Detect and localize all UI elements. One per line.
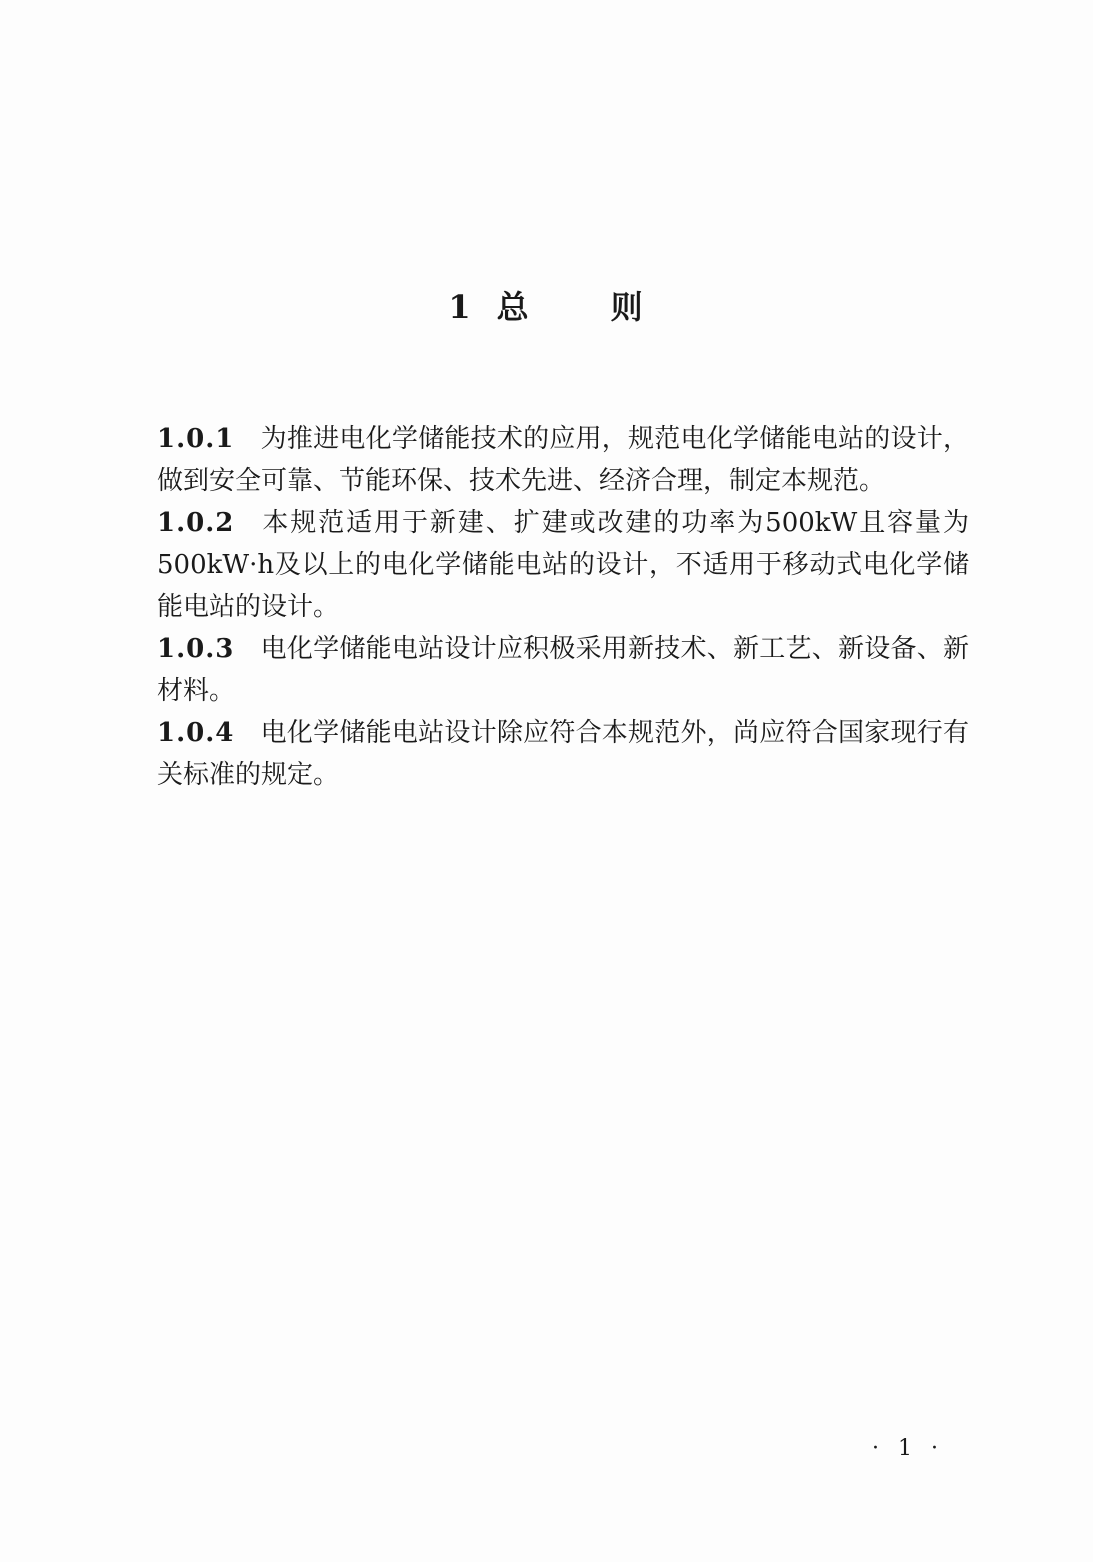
chapter-title-part2: 则 [610,288,645,326]
chapter-title-part1: 总 [496,288,531,326]
page-number: · 1 · [872,1436,944,1461]
clause-1-0-2 [157,502,969,628]
clause-number: 1.0.3 [157,634,235,664]
clause-1-0-3 [157,628,969,712]
clause-number: 1.0.2 [157,508,235,538]
clause-text: 为推进电化学储能技术的应用，规范电化学储能电站的设计，做到安全可靠、节能环保、技术先进、经济合理，制定本规范。 [157,424,969,496]
clause-1-0-1 [157,418,969,502]
clause-text: 电化学储能电站设计除应符合本规范外，尚应符合国家现行有关标准的规定。 [157,718,969,790]
clause-list [157,418,969,796]
clause-1-0-4 [157,712,969,796]
clause-text: 电化学储能电站设计应积极采用新技术、新工艺、新设备、新材料。 [157,634,969,706]
clause-number: 1.0.1 [157,424,235,454]
chapter-number: 1 [448,288,473,326]
clause-text: 本规范适用于新建、扩建或改建的功率为500kW且容量为500kW·h及以上的电化学储能电站的设计，不适用于移动式电化学储能电站的设计。 [157,508,969,622]
clause-number: 1.0.4 [157,718,235,748]
chapter-heading [0,282,1093,328]
